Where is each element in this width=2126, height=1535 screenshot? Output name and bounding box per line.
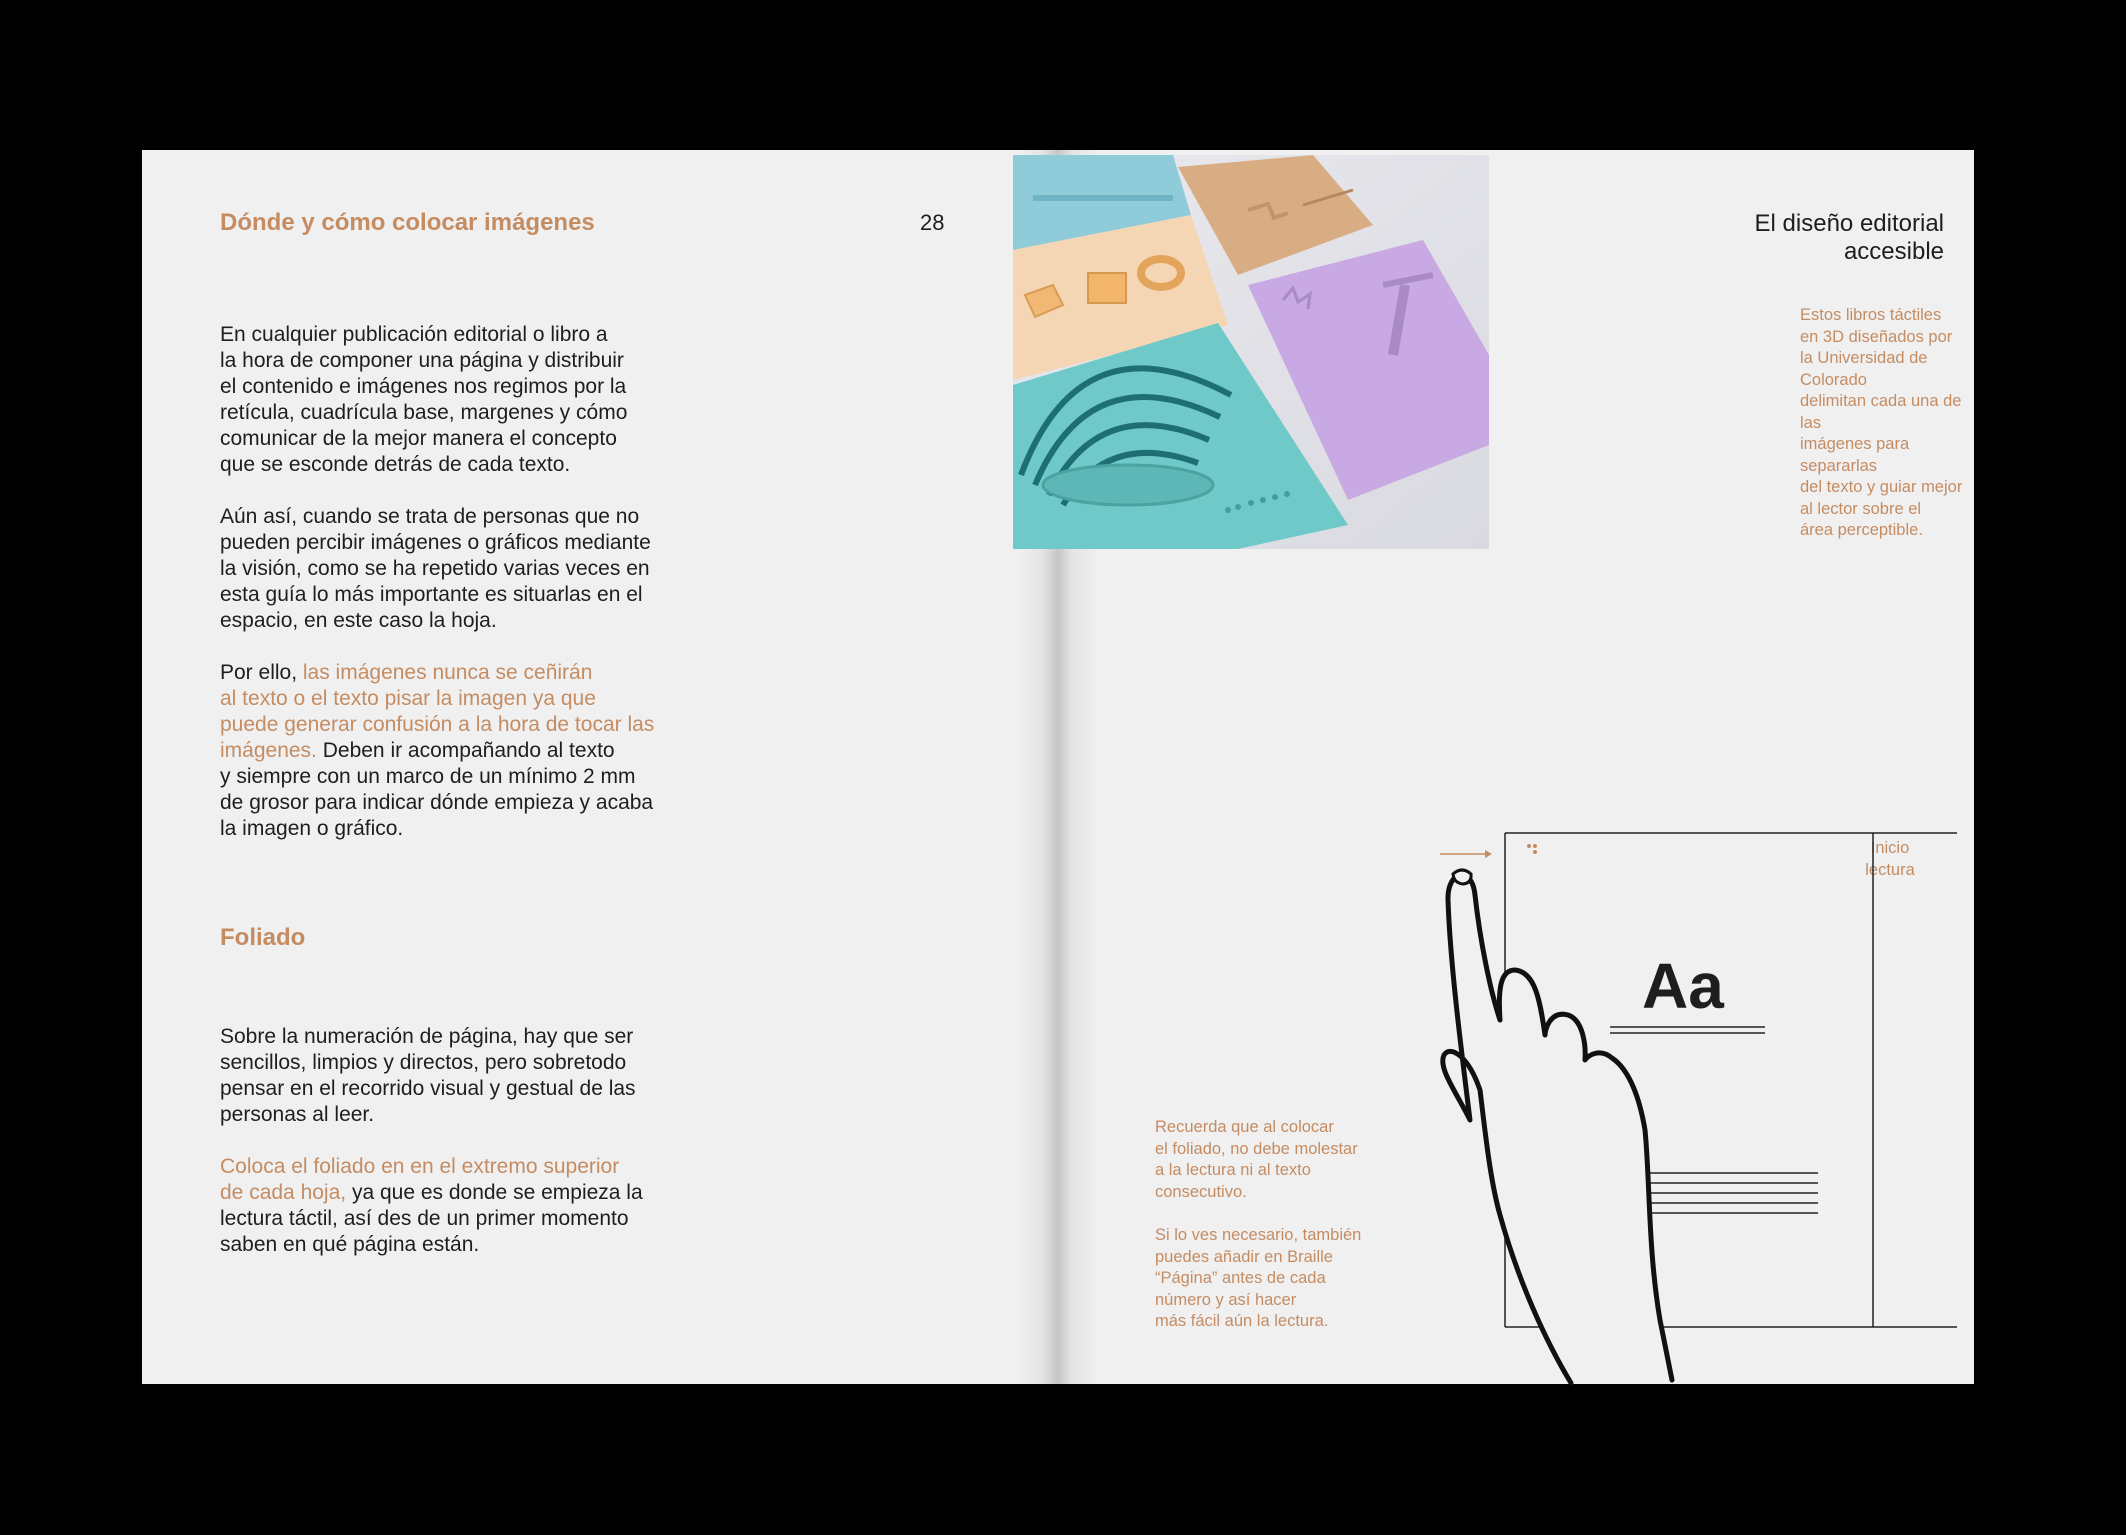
paragraph-image-placement: Por ello, las imágenes nunca se ceñirán al texto o el texto pisar la imagen ya que puede generar confusión a la hora de tocar las imágenes. Deben ir acompañando al texto y siempre con un marco de un mínimo 2 mm de grosor para indicar dónde empieza y acaba la imagen o gráfico.: [220, 661, 655, 840]
paragraph-perception: Aún así, cuando se trata de personas que no pueden percibir imágenes o gráficos mediante la visión, como se ha repetido varias veces en esta guía lo más importante es situarlas en el espacio, en este caso la hoja.: [220, 505, 651, 632]
hand-icon: [1443, 875, 1672, 1383]
photo-caption: Estos libros táctiles en 3D diseñados por la Universidad de Colorado delimitan cada una de las imágenes para separarlas del texto y guiar mejor al lector sobre el área perceptible.: [1800, 306, 1963, 539]
paragraph-numbering: Sobre la numeración de página, hay que ser sencillos, limpios y directos, pero sobretodo pensar en el recorrido visual y gestual de las personas al leer.: [220, 1025, 636, 1126]
tactile-reading-illustration: [1340, 660, 1960, 1390]
page-number-left: 28: [920, 210, 945, 235]
paragraph-folio-placement: Coloca el foliado en en el extremo superior de cada hoja, ya que es donde se empieza la lectura táctil, así des de un primer momento saben en qué página están.: [220, 1155, 643, 1256]
aa-glyph: Aa: [1642, 950, 1724, 1022]
highlight-text: las imágenes nunca se ceñirán: [302, 661, 593, 684]
braille-note: Si lo ves necesario, también puedes añadir en Braille “Página” antes de cada número y así hacer más fácil aún la lectura.: [1155, 1226, 1362, 1330]
reading-start-label: Inicio lectura: [1865, 839, 1915, 879]
section-heading-foliado: Foliado: [220, 924, 306, 951]
section-heading-images: Dónde y cómo colocar imágenes: [220, 209, 595, 236]
left-page: [142, 150, 1058, 1384]
tactile-books-photo: [1013, 155, 1489, 549]
folio-note: Recuerda que al colocar el foliado, no debe molestar a la lectura ni al texto consecutivo.: [1155, 1118, 1358, 1201]
arrow-icon: [1440, 850, 1492, 858]
paragraph-intro: En cualquier publicación editorial o libro a la hora de componer una página y distribuir el contenido e imágenes nos regimos por la retícula, cuadrícula base, margenes y cómo comunicar de la mejor manera el concepto que se esconde detrás de cada texto.: [220, 323, 628, 476]
braille-dots-icon: [1527, 844, 1537, 854]
running-title: El diseño editorial accesible: [1754, 210, 1944, 265]
